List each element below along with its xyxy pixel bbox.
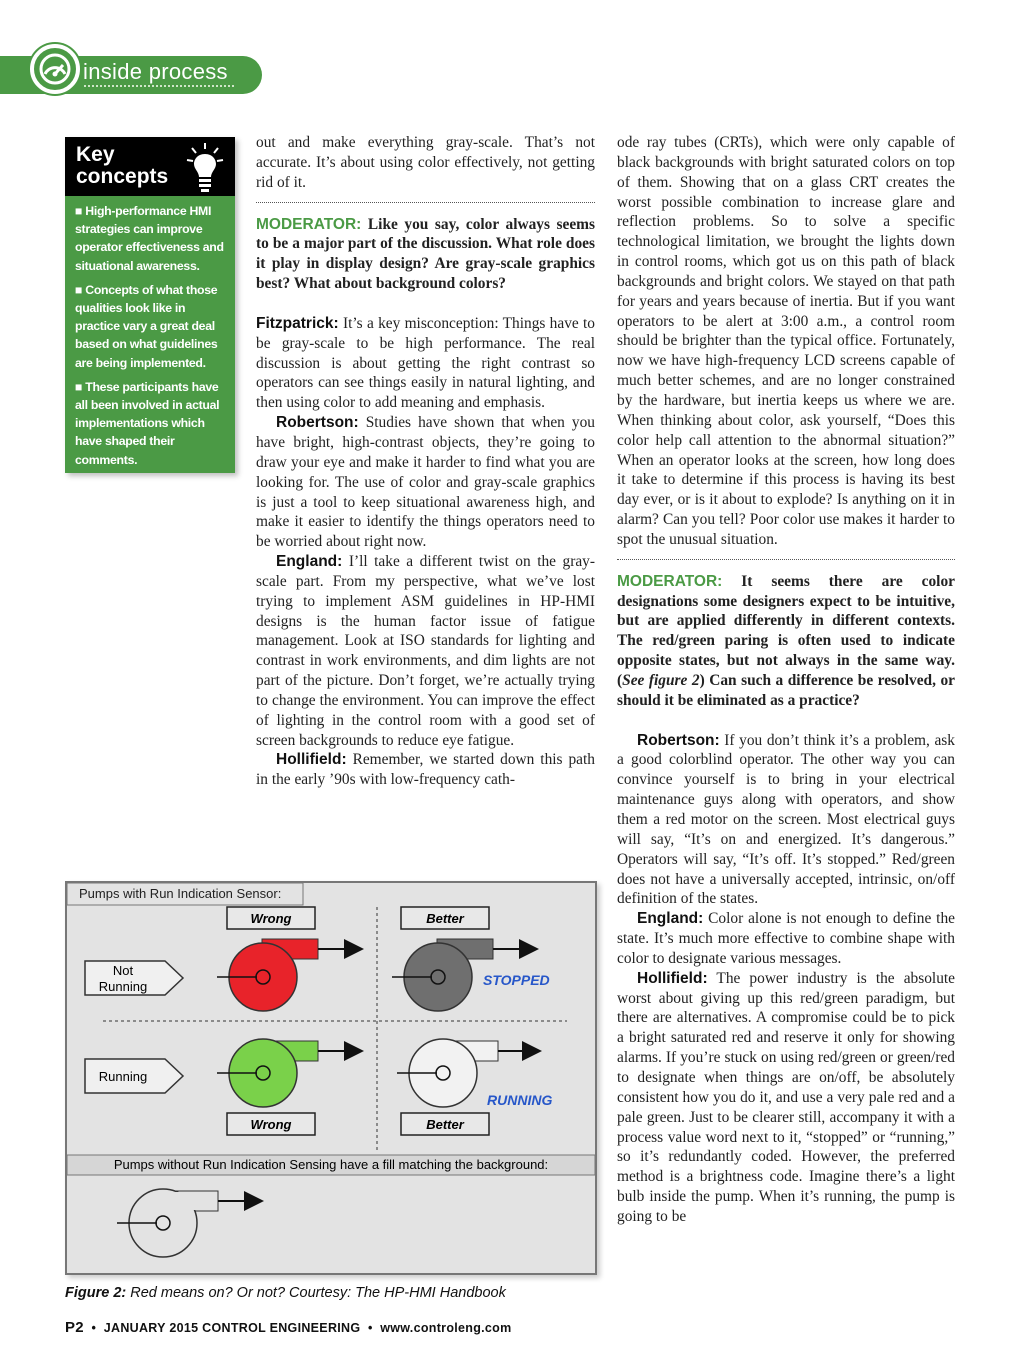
pump-red-wrong (217, 939, 360, 1011)
gauge-logo-icon (30, 44, 80, 94)
section-title: inside process (83, 59, 228, 84)
paragraph: England: I’ll take a different twist on the gray-scale part. From my perspective, what we’ve lost trying to implement ASM guidelines in HP-HMI designs is the human factor issue of fatigue management. Look at ISO standards for lighting and contrast in work environments, and dim lights are not part of the picture. Don’t forget, we’re actually trying to change the environment. You can improve the effect of lighting in the control room with a good set of screen backgrounds to reduce eye fatigue. (256, 553, 595, 749)
key-concept-item: ■ Concepts of what those qualities look like in practice vary a great deal based on what guidelines are being implemented. (75, 282, 218, 370)
key-concepts-box (65, 137, 235, 473)
figure-bottom-title: Pumps without Run Indication Sensing have a fill matching the background: (113, 1157, 549, 1172)
stopped-label: STOPPED (483, 972, 550, 988)
page-number: P2 (65, 1319, 84, 1336)
pump-background-fill (117, 1189, 260, 1257)
better-label-top: Better (426, 911, 464, 926)
not-running-label-2: Running (98, 979, 148, 994)
wrong-label-top: Wrong (250, 911, 292, 926)
key-concepts-header (65, 137, 235, 196)
wrong-label-bottom: Wrong (250, 1117, 292, 1132)
figure-top-title: Pumps with Run Indication Sensor: (79, 886, 282, 901)
key-concepts-title: Key concepts (76, 143, 169, 188)
paragraph: ode ray tubes (CRTs), which were only capable of black backgrounds with bright saturated colors on top of them. Showing that on a glass CRT creates the worst possible combination to increase glare and reflection problems. So to solve a specific technological limitation, we brought the lights down in control rooms, which got us on this path of black backgrounds and bright colors. We stayed on that path for years and years because of inertia. But if you want operators to be alert at 3:00 a.m., a control room should be brighter than the typical office. Fortunately, now we have high-frequency LCD screens capable of much better schemes, and are no longer constrained by the hardware, but inertia keeps us where we are. When thinking about color, ask yourself, “Does this color help call attention to the abnormal situation?” When an operator looks at the screen, how long does it take to determine if this process is having its best day ever, or is it about to explode? Is anything on it in alarm? Can you tell? Poor color use makes it harder to spot the unusual situation. (617, 134, 955, 548)
paragraph: Fitzpatrick: It’s a key misconception: Things have to be gray-scale to be high performance. The real discussion is about getting the right contrast so operators can see things easily in natural lighting, and then using color to add meaning and emphasis. (256, 314, 595, 412)
paragraph: England: Color alone is not enough to define the state. It’s much more effective to combine shape with color to designate various messages. (617, 910, 955, 967)
figure-reference: See figure 2 (622, 671, 700, 689)
website-url: www.controleng.com (380, 1321, 512, 1335)
article-column-1 (256, 133, 595, 790)
key-concept-item: ■ High-performance HMI strategies can improve operator effectiveness and situational awareness. (75, 204, 224, 273)
paragraph: Hollifield: The power industry is the absolute worst about giving up this red/green paradigm, but there are alternatives. A compromise could be to pick a bright saturated red and reserve it only for showing alarms. If you’re stuck on using red/green or green/red to designate when things are on/off, be absolutely consistent how you do it, and use a very pale red and a pale green. Just to be clearer still, accompany it with a process value word next to it, “stopped” or “running,” so it’s redundantly coded. However, the preferred method is a brightness code. Imagine there’s a light bulb inside the pump. When it’s running, the pump is going to be (617, 969, 956, 1225)
not-running-label: Not (112, 963, 134, 978)
page-footer: P2 • JANUARY 2015 CONTROL ENGINEERING • www.controleng.com (65, 1319, 512, 1336)
issue-date: JANUARY 2015 (103, 1321, 199, 1335)
key-concepts-list (65, 196, 235, 469)
paragraph: Robertson: Studies have shown that when you have bright, high-contrast objects, they’re going to draw your eye and make it harder to find what you are looking for. The use of color and gray-scale graphics is just a tool to keep situational awareness high, and make it easier to identify the things operators need to be worried about right now. (256, 414, 595, 551)
lightbulb-icon (180, 141, 230, 193)
article-column-2 (617, 133, 955, 1227)
banner-dotted-rule (84, 85, 234, 87)
pump-green-wrong (217, 1039, 360, 1107)
moderator-question: MODERATOR: Like you say, color always seems to be a major part of the discussion. What role does it play in display design? Are gray-scale graphics best? What about background colors? (256, 215, 595, 293)
better-label-bottom: Better (426, 1117, 464, 1132)
running-tag-label: Running (98, 1069, 148, 1084)
paragraph: Hollifield: Remember, we started down this path in the early ’90s with low-frequency cath- (256, 751, 595, 789)
key-concept-item: ■ These participants have all been involved in actual implementations which have shaped their comments. (75, 379, 220, 467)
figure-caption: Figure 2: Red means on? Or not? Courtesy: The HP-HMI Handbook (65, 1285, 506, 1301)
dotted-divider (256, 202, 595, 203)
moderator-question: MODERATOR: It seems there are color designations some designers expect to be intuitive, but are applied differently in different contexts. The red/green paring is often used to indicate opposite states, but not always in the same way. (See figure 2) Can such a difference be resolved, or should it be eliminated as a practice? (617, 572, 955, 709)
running-label: RUNNING (487, 1092, 553, 1108)
publication-name: CONTROL ENGINEERING (202, 1321, 361, 1335)
figure-2 (65, 881, 597, 1275)
paragraph: out and make everything gray-scale. That’s not accurate. It’s about using color effectively, not getting rid of it. (256, 134, 595, 191)
dotted-divider (617, 559, 955, 560)
paragraph: Robertson: If you don’t think it’s a problem, ask a good colorblind operator. The other way you can convince yourself is to bring in your electrical maintenance guys along with operators, and show them a red motor on the screen. Most electrical guys will say, “It’s on and energized. It’s dangerous.” Operators will say, “It’s off. It’s stopped.” Red/green does not have a universally accepted, intrinsic, on/off definition of the states. (617, 731, 955, 908)
